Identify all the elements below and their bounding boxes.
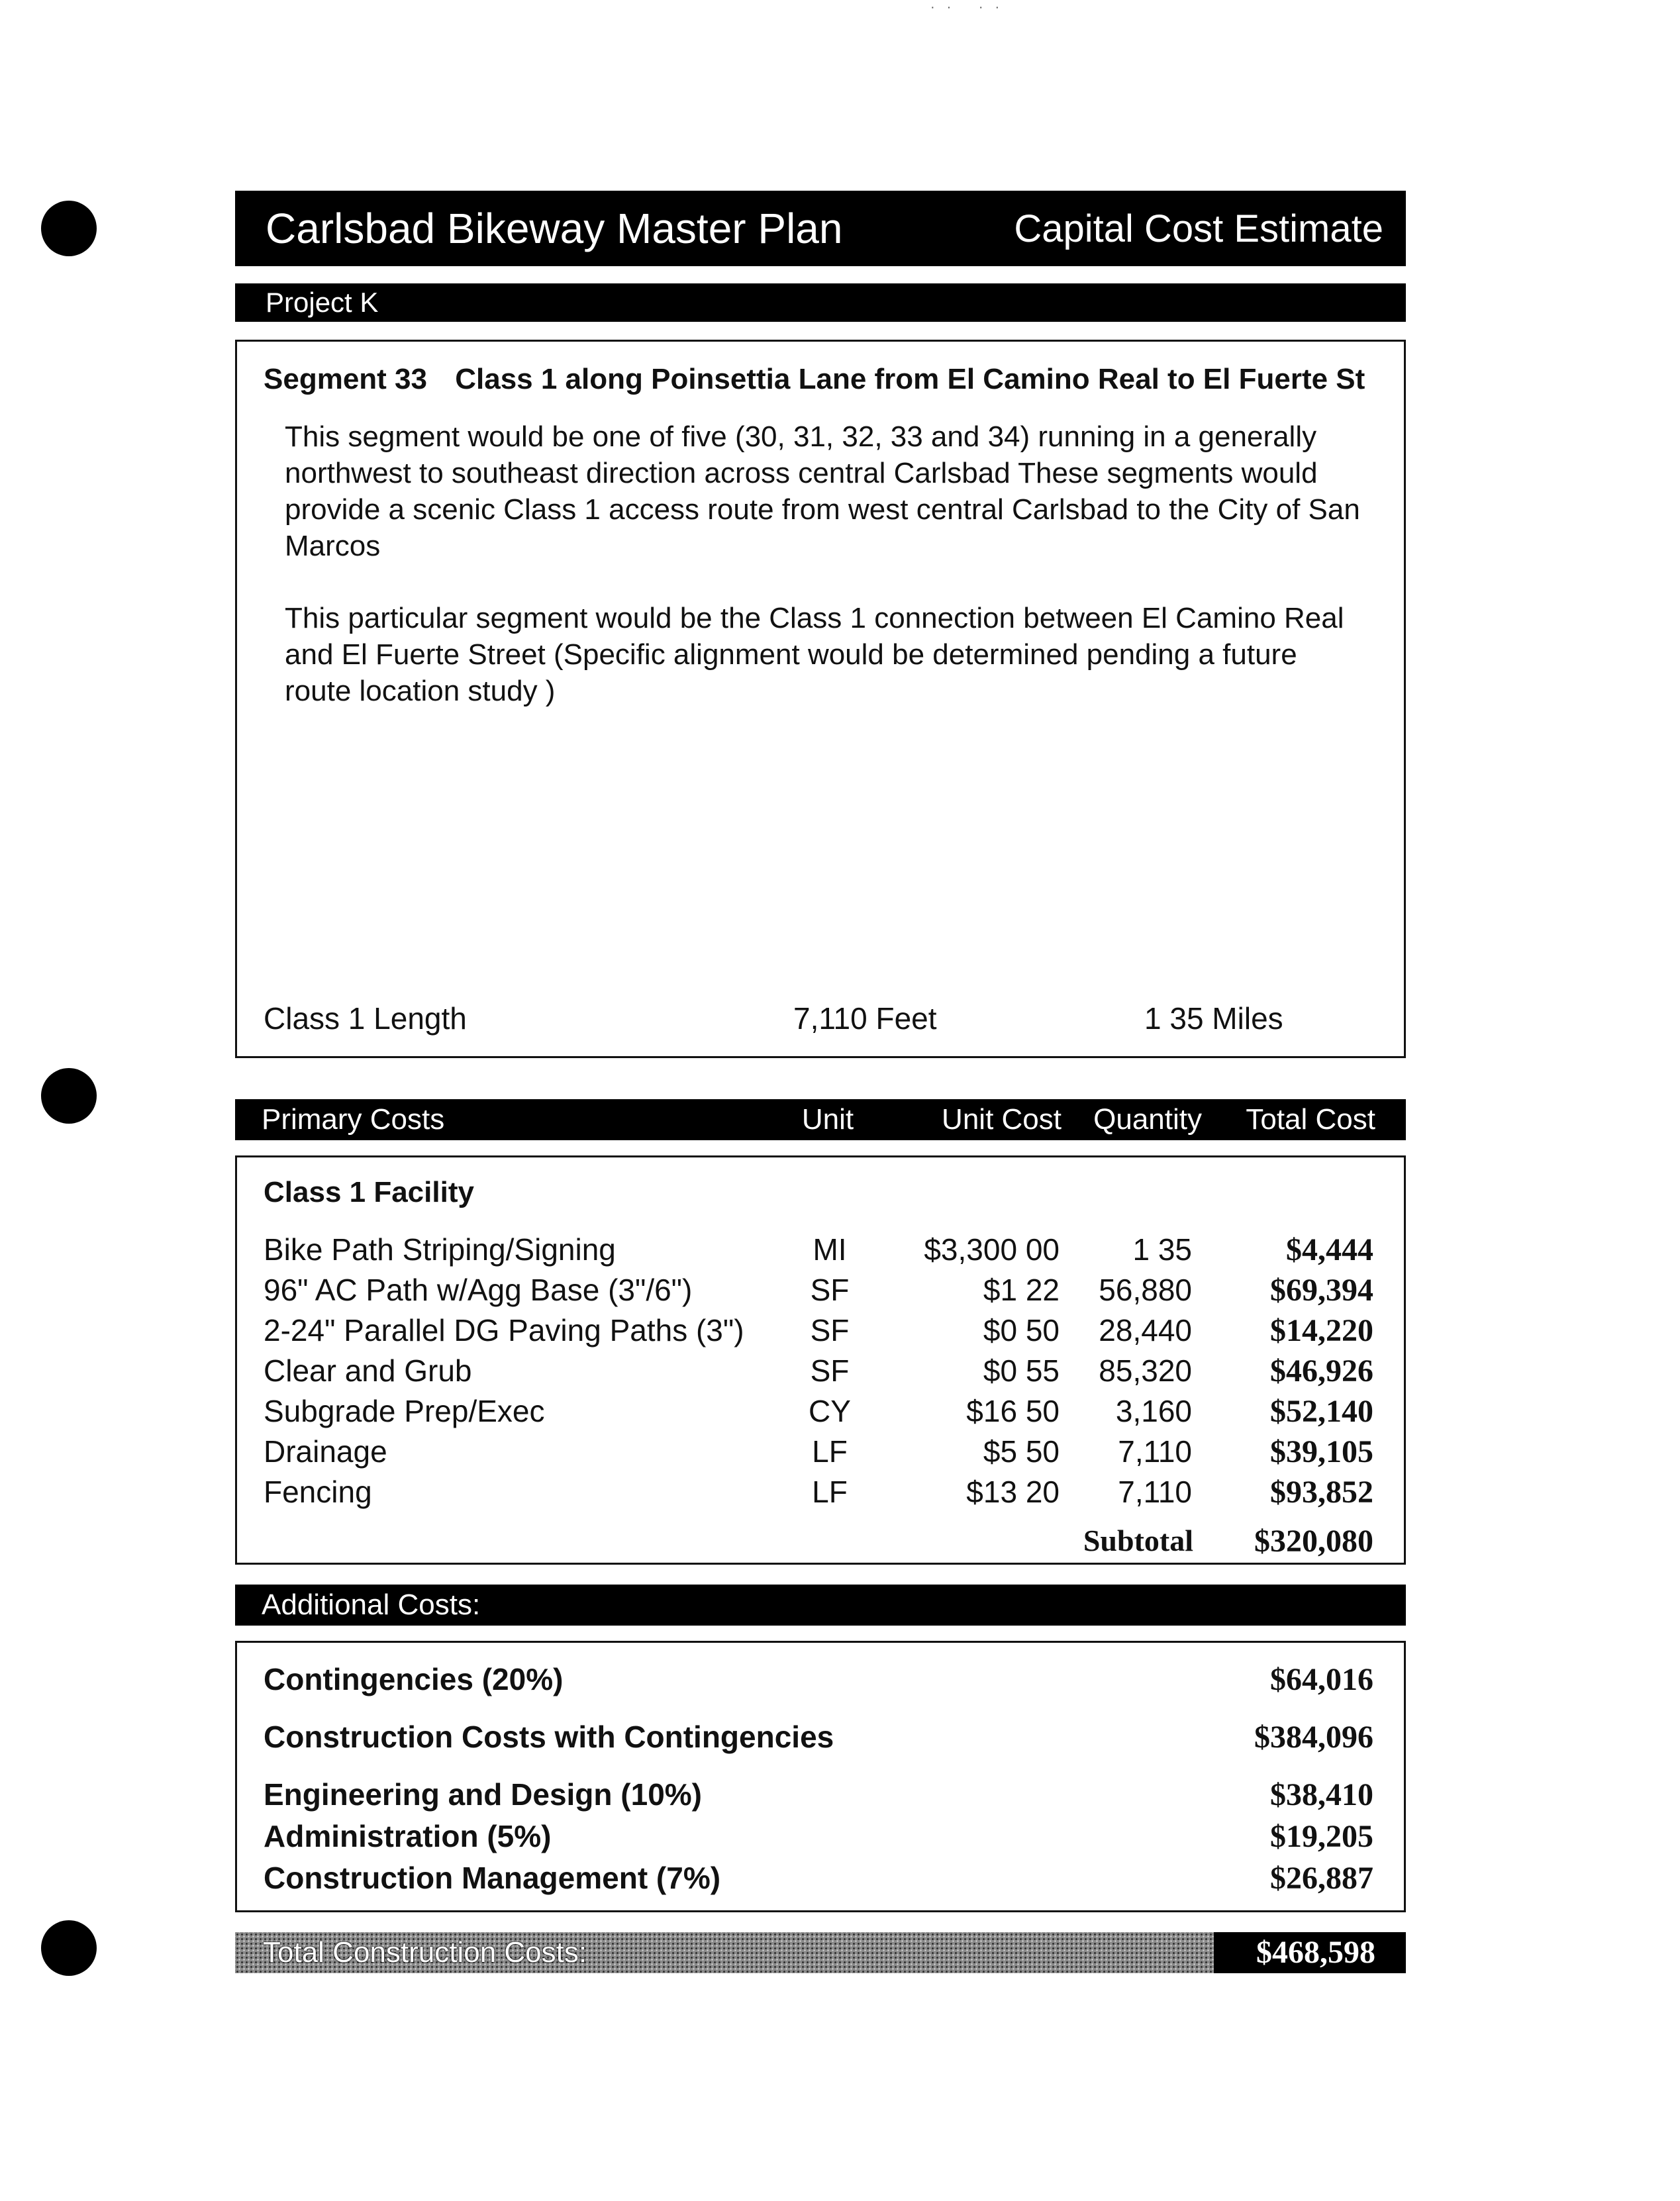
item-quantity: 7,110 [1118, 1434, 1192, 1469]
segment-paragraph-1: This segment would be one of five (30, 31, 32, 33 and 34) running in a generally northwest to southeast direction across central Carlsbad These segments would provide a scenic Class 1 access route from west central Carlsbad to the City of San Marcos [285, 420, 1360, 562]
item-name: 96" AC Path w/Agg Base (3"/6") [264, 1273, 693, 1307]
additional-cost-value: $38,410 [1270, 1777, 1373, 1812]
total-label: Total Construction Costs: [263, 1936, 587, 1969]
total-construction-costs-bar [235, 1932, 1406, 1973]
item-name: Drainage [264, 1434, 387, 1469]
table-row [237, 1393, 1404, 1434]
table-row [237, 1272, 1404, 1312]
segment-paragraph-2: This particular segment would be the Class 1 connection between El Camino Real and El Fuerte Street (Specific alignment would be determined pending a future route location study ) [285, 602, 1344, 707]
item-unit-cost: $1 22 [983, 1273, 1060, 1307]
item-unit-cost: $5 50 [983, 1434, 1060, 1469]
primary-costs-table [235, 1155, 1406, 1565]
item-total: $14,220 [1270, 1313, 1373, 1348]
item-unit-cost: $0 55 [983, 1353, 1060, 1388]
additional-costs-table [235, 1641, 1406, 1912]
total-value: $468,598 [1214, 1932, 1406, 1973]
item-unit: SF [810, 1313, 850, 1347]
item-unit-cost: $0 50 [983, 1313, 1060, 1347]
length-label: Class 1 Length [264, 1001, 467, 1036]
segment-heading [264, 363, 1365, 396]
additional-cost-label: Administration (5%) [264, 1819, 552, 1853]
plan-title: Carlsbad Bikeway Master Plan [266, 205, 843, 252]
length-miles: 1 35 Miles [1144, 1001, 1283, 1036]
document-header [235, 191, 1406, 266]
plan-subtitle: Capital Cost Estimate [1014, 207, 1383, 250]
item-unit-cost: $3,300 00 [924, 1232, 1060, 1267]
item-total: $39,105 [1270, 1434, 1373, 1469]
category-title: Class 1 Facility [264, 1176, 474, 1208]
segment-title: Class 1 along Poinsettia Lane from El Camino Real to El Fuerte St [455, 363, 1365, 395]
additional-costs-header: Additional Costs: [235, 1585, 1406, 1626]
table-row [237, 1232, 1404, 1272]
item-unit-cost: $13 20 [966, 1475, 1060, 1509]
item-name: Fencing [264, 1475, 372, 1509]
item-quantity: 85,320 [1099, 1353, 1192, 1388]
additional-cost-value: $19,205 [1270, 1819, 1373, 1854]
item-name: 2-24" Parallel DG Paving Paths (3") [264, 1313, 744, 1347]
table-row [237, 1312, 1404, 1353]
item-total: $46,926 [1270, 1353, 1373, 1389]
item-name: Bike Path Striping/Signing [264, 1232, 616, 1267]
unit-column-header: Unit [801, 1103, 854, 1136]
item-unit: LF [812, 1475, 848, 1509]
item-total: $4,444 [1286, 1232, 1373, 1267]
item-quantity: 56,880 [1099, 1273, 1192, 1307]
project-label: Project K [235, 283, 1406, 322]
subtotal-value: $320,080 [1254, 1524, 1373, 1559]
additional-cost-label: Construction Costs with Contingencies [264, 1720, 834, 1754]
item-total: $93,852 [1270, 1475, 1373, 1510]
quantity-column-header: Quantity [1093, 1103, 1202, 1136]
punch-hole-middle [41, 1068, 97, 1124]
table-row [237, 1353, 1404, 1393]
item-total: $52,140 [1270, 1394, 1373, 1429]
table-row [237, 1474, 1404, 1514]
item-unit: CY [809, 1394, 851, 1428]
segment-number: Segment 33 [264, 363, 427, 395]
additional-cost-value: $26,887 [1270, 1861, 1373, 1896]
item-unit: SF [810, 1273, 850, 1307]
punch-hole-top [41, 201, 97, 256]
item-quantity: 3,160 [1115, 1394, 1192, 1428]
table-row [237, 1434, 1404, 1474]
scan-specks: ·· ·· [930, 0, 1012, 15]
segment-description-box [235, 340, 1406, 1058]
additional-cost-value: $64,016 [1270, 1662, 1373, 1697]
primary-costs-header [235, 1099, 1406, 1140]
additional-cost-label: Engineering and Design (10%) [264, 1777, 702, 1812]
item-quantity: 1 35 [1132, 1232, 1192, 1267]
item-unit: MI [813, 1232, 847, 1267]
additional-cost-label: Contingencies (20%) [264, 1662, 564, 1696]
item-name: Clear and Grub [264, 1353, 472, 1388]
item-total: $69,394 [1270, 1273, 1373, 1308]
item-unit: SF [810, 1353, 850, 1388]
item-name: Subgrade Prep/Exec [264, 1394, 545, 1428]
item-quantity: 7,110 [1118, 1475, 1192, 1509]
item-unit-cost: $16 50 [966, 1394, 1060, 1428]
total-cost-column-header: Total Cost [1246, 1103, 1375, 1136]
additional-cost-label: Construction Management (7%) [264, 1861, 721, 1895]
punch-hole-bottom [41, 1920, 97, 1976]
unit-cost-column-header: Unit Cost [942, 1103, 1062, 1136]
length-feet: 7,110 Feet [793, 1001, 937, 1036]
subtotal-label: Subtotal [1083, 1524, 1193, 1557]
item-unit: LF [812, 1434, 848, 1469]
additional-cost-value: $384,096 [1254, 1720, 1373, 1755]
item-quantity: 28,440 [1099, 1313, 1192, 1347]
primary-costs-title: Primary Costs [262, 1103, 445, 1136]
